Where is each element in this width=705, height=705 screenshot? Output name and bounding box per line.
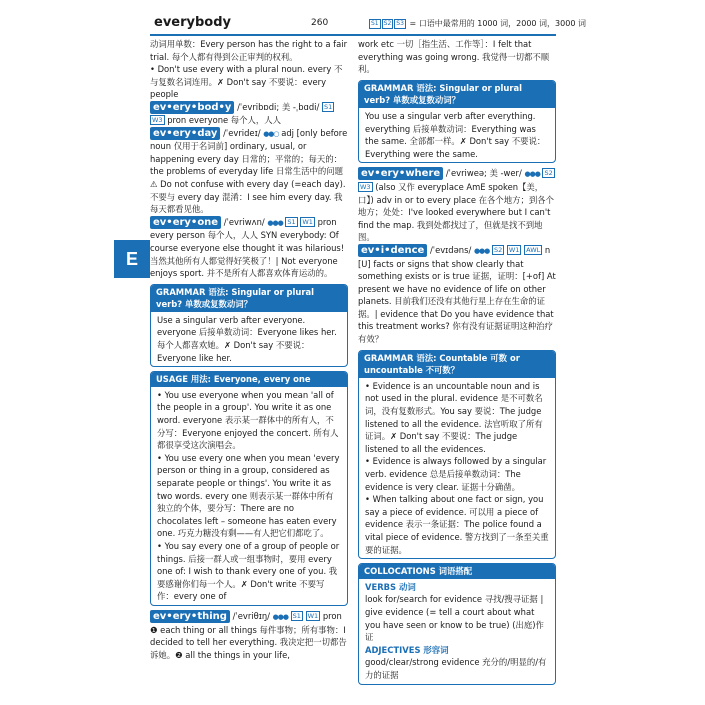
frequency-tag: S1	[287, 217, 296, 226]
entry-everyday	[150, 127, 348, 216]
left-column	[150, 38, 348, 661]
running-headword: everybody	[154, 15, 232, 30]
headword: ev•ery•where	[358, 167, 443, 180]
frequency-tag: S1	[324, 102, 333, 111]
definition: pron everyone 每个人，人人	[167, 114, 282, 125]
pronunciation: /ˈevriθɪŋ/	[232, 610, 270, 621]
pronunciation: /ˈevɪdəns/	[429, 244, 472, 255]
usage-box	[150, 371, 348, 606]
right-column	[358, 38, 556, 689]
grammar-point: • Evidence is an uncountable noun and is not used in the plural. evidence 是不可数名词，没有复数形式。You say 要说：The judge listened to all the evidence. 法官听取了所有证词。✗ Don't say 不要说：The judge listened to all the evidences.	[365, 380, 543, 454]
definition: (also 又作 everyplace AmE spoken【美，口】) adv in or to every place 在各个地方；到各个地方；处处：I've looked everywhere but I can't find the map. 我到处都找过了，但就是找不到地图。	[358, 181, 555, 243]
definition: n [U] facts or signs that show clearly that something exists or is true 证据，证明：[+of] At present we have no evidence of life on other planets. 目前我们还没有其他行星上存在生命的证据。| evidence that Do you have evidence that this treatment works? 你有没有证据证明这种治疗有效？	[358, 244, 556, 345]
key-tag: S3	[396, 20, 404, 27]
box-body	[151, 387, 347, 605]
headword: ev•ery•bod•y	[150, 101, 234, 114]
thumb-tab-letter: E	[114, 240, 150, 278]
pronunciation: /ˈevribɒdi; 美 -ˌbɑdi/	[237, 101, 320, 112]
collocation-subheading: VERBS 动词	[365, 581, 416, 592]
collocation-text: good/clear/strong evidence 充分的/明显的/有力的证据	[365, 657, 547, 680]
entry-everything	[150, 610, 348, 661]
frequency-tag: W1	[307, 611, 319, 620]
entry-continuation: 动词用单数：Every person has the right to a fair trial. 每个人都有得到公正审判的权利。	[150, 39, 348, 62]
frequency-tag: S1	[292, 611, 301, 620]
entry-everyone	[150, 216, 348, 280]
key-tag: S2	[383, 20, 392, 27]
definition: pron ❶ each thing or all things 每件事物；所有事物：I decided to tell her everything. 我决定把一切都告诉她。❷ all the things in your life,	[150, 610, 347, 660]
entry-evidence	[358, 244, 556, 346]
pronunciation: /ˈevriweə; 美 -wer/	[445, 168, 522, 179]
frequency-key	[369, 18, 586, 29]
box-title: GRAMMAR 语法: Countable 可数 or uncountable 不可数？	[359, 351, 555, 378]
grammar-box	[358, 80, 556, 164]
frequency-tag: AWL	[526, 245, 541, 254]
box-title: USAGE 用法: Everyone, every one	[151, 372, 347, 387]
definition: adj [only before noun 仅用于名词前] ordinary, usual, or happening every day 日常的；平常的；每天的：the problems of everyday life 日常生活中的问题 ⚠ Do not confuse with every day (=each day). 不要与 every day 混淆：I see him every day. 我每天都看见他。	[150, 127, 348, 215]
pronunciation: /ˈevrideɪ/	[223, 127, 261, 138]
box-body	[359, 579, 555, 684]
frequency-dots-icon: ●●●	[267, 218, 283, 227]
frequency-dots-icon: ●●●	[272, 612, 288, 621]
frequency-tag: W3	[152, 115, 163, 124]
grammar-point: • When talking about one fact or sign, you say a piece of evidence. 可以用 a piece of evidence 表示一条证据：The police found a vital piece of evidence. 警方找到了一条至关重要的证据。	[365, 494, 549, 555]
page-number: 260	[311, 18, 329, 28]
frequency-tag: S2	[544, 169, 553, 178]
box-title: GRAMMAR 语法: Singular or plural verb? 单数或复数动词？	[151, 285, 347, 312]
frequency-dots-icon: ●●○	[263, 129, 279, 138]
entry-continuation: work etc 一切［指生活、工作等］：I felt that everything was going wrong. 我觉得一切都不顺利。	[358, 39, 550, 75]
headword: ev•ery•day	[150, 127, 220, 140]
usage-point: • You use everyone when you mean 'all of the people in a group'. You write it as one word. everyone 表示某一群体中的所有人，不分写：Everyone enjoyed the concert. 所有人都很享受这次演唱会。	[157, 389, 339, 451]
page-header	[150, 14, 586, 36]
frequency-tag: W1	[302, 217, 313, 226]
pronunciation: /ˈevriwʌn/	[223, 216, 265, 227]
grammar-box	[150, 284, 348, 368]
box-body	[359, 378, 555, 558]
headword: ev•i•dence	[358, 244, 427, 257]
headword: ev•ery•thing	[150, 610, 230, 623]
key-tag: S1	[371, 20, 379, 27]
collocation-text: look for/search for evidence 寻找/搜寻证据 | give evidence (= tell a court about what you have seen or know to be true) (出庭)作证	[365, 594, 544, 643]
key-text: = 口语中最常用的 1000 词，2000 词，3000 词	[409, 19, 586, 28]
frequency-dots-icon: ●●●	[473, 246, 490, 255]
usage-point: • You say every one of a group of people or things. 后接一群人或一组事物时，要用 every one of: I wish to thank every one of you. 我要感谢你们每一个人。✗ Don't write 不要写作：every one of	[157, 540, 340, 602]
dictionary-page	[150, 14, 586, 705]
frequency-tag: S2	[493, 245, 503, 254]
definition: pron every person 每个人，人人 SYN everybody: Of course everyone else thought it was hilarious! 当然其他所有人都觉得好笑极了！| Not everyone enjoys sport. 并不是所有人都喜欢体育运动的。	[150, 216, 345, 279]
entry-everywhere	[358, 167, 556, 244]
frequency-tag: W1	[508, 245, 520, 254]
box-body: Use a singular verb after everyone. everyone 后接单数动词：Everyone likes her. 每个人都喜欢她。✗ Don't say 不要说：Everyone like her.	[157, 314, 337, 363]
header-rule	[150, 34, 556, 36]
headword: ev•ery•one	[150, 216, 221, 229]
entry-everybody	[150, 101, 348, 127]
box-body: You use a singular verb after everything. everything 后接单数动词：Everything was the same. 全部都一样。✗ Don't say 不要说：Everything were the same.	[365, 110, 546, 159]
collocations-box	[358, 563, 556, 684]
grammar-box	[358, 350, 556, 560]
grammar-point: • Evidence is always followed by a singular verb. evidence 总是后接单数动词：The evidence is very clear. 证据十分确凿。	[365, 456, 547, 492]
usage-point: • You use every one when you mean 'every person or thing in a group, considered as separate people or things'. You write it as two words. every one 则表示某一群体中所有独立的个体，要分写：There are no chocolates left – someone has eaten every one. 巧克力糖没有剩——有人把它们都吃了。	[157, 452, 340, 539]
collocation-subheading: ADJECTIVES 形容词	[365, 644, 449, 655]
frequency-tag: W3	[360, 182, 371, 191]
frequency-dots-icon: ●●●	[524, 170, 540, 179]
box-title: COLLOCATIONS 词语搭配	[359, 564, 555, 579]
usage-note: • Don't use every with a plural noun. every 不与复数名词连用。✗ Don't say 不要说：every people	[150, 64, 343, 100]
box-title: GRAMMAR 语法: Singular or plural verb? 单数或复数动词？	[359, 81, 555, 108]
